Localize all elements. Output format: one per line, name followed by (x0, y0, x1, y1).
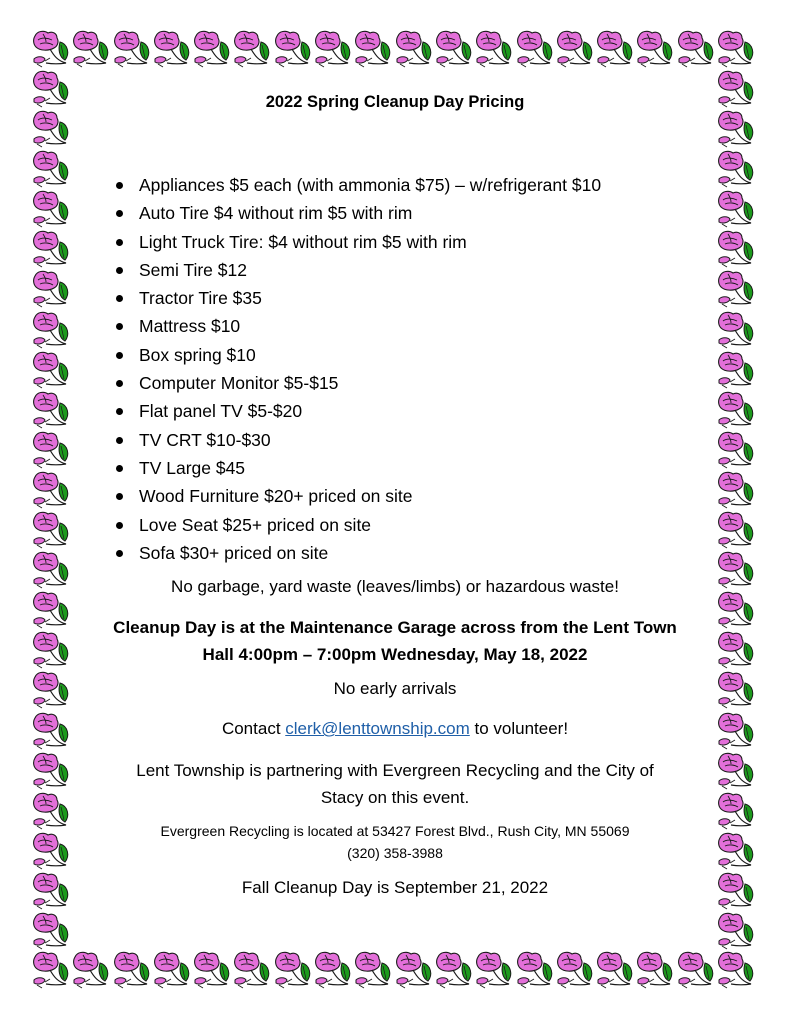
price-list-item-text: Appliances $5 each (with ammonia $75) – w/refrigerant $10 (139, 175, 602, 195)
price-list-item (116, 426, 601, 454)
rose-icon (516, 951, 556, 991)
rose-icon (233, 951, 273, 991)
bullet-icon (116, 380, 123, 387)
rose-icon (717, 832, 757, 872)
rose-icon (435, 30, 475, 70)
rose-icon (677, 951, 717, 991)
price-list-item-text: Sofa $30+ priced on site (139, 542, 329, 563)
rose-icon (475, 30, 515, 70)
rose-icon (596, 951, 636, 991)
rose-icon (32, 872, 72, 912)
price-list-item (116, 284, 601, 312)
rose-icon (677, 30, 717, 70)
rose-icon (32, 551, 72, 591)
rose-border-top (32, 30, 757, 70)
event-location-line: Cleanup Day is at the Maintenance Garage across from the Lent Town (113, 618, 677, 637)
rose-icon (32, 671, 72, 711)
rose-icon (314, 30, 354, 70)
evergreen-address: Evergreen Recycling is located at 53427 Forest Blvd., Rush City, MN 55069 (160, 823, 630, 839)
email-link[interactable]: clerk@lenttownship.com (285, 719, 470, 738)
partner-statement (80, 757, 710, 811)
rose-icon (32, 792, 72, 832)
rose-icon (32, 190, 72, 230)
price-list-item (116, 199, 601, 227)
price-list-item-text: Mattress $10 (139, 316, 241, 337)
rose-icon (32, 951, 72, 991)
rose-icon (636, 951, 676, 991)
price-list-item-text: Auto Tire $4 without rim $5 with rim (139, 203, 413, 224)
price-list-item-text: Tractor Tire $35 (139, 288, 262, 309)
bullet-icon (116, 437, 123, 444)
rose-icon (274, 30, 314, 70)
rose-icon (717, 270, 757, 310)
price-list-item (116, 454, 601, 482)
rose-border-right (717, 70, 757, 952)
event-details (80, 614, 710, 668)
partner-line-2: Stacy on this event. (320, 788, 470, 807)
rose-icon (395, 30, 435, 70)
page-title: 2022 Spring Cleanup Day Pricing (265, 93, 525, 111)
price-list-item (116, 539, 601, 567)
early-arrivals-notice: No early arrivals (333, 679, 457, 698)
price-list-item-text: Box spring $10 (139, 344, 256, 365)
price-list-item (116, 171, 601, 199)
price-list (116, 171, 601, 567)
evergreen-phone: (320) 358-3988 (347, 845, 443, 861)
rose-icon (32, 351, 72, 391)
bullet-icon (116, 267, 123, 274)
rose-icon (717, 511, 757, 551)
rose-icon (233, 30, 273, 70)
price-list-item (116, 256, 601, 284)
rose-icon (717, 190, 757, 230)
price-list-item-text: Flat panel TV $5-$20 (139, 401, 303, 422)
bullet-icon (116, 239, 123, 246)
price-list-item-text: Semi Tire $12 (139, 259, 247, 280)
rose-icon (153, 30, 193, 70)
rose-icon (717, 671, 757, 711)
price-list-item (116, 341, 601, 369)
price-list-item-text: Computer Monitor $5-$15 (139, 373, 339, 394)
price-list-item (116, 397, 601, 425)
rose-icon (113, 951, 153, 991)
rose-icon (32, 110, 72, 150)
rose-icon (717, 752, 757, 792)
price-list-item (116, 312, 601, 340)
rose-icon (72, 951, 112, 991)
rose-icon (556, 951, 596, 991)
rose-border-bottom (32, 951, 757, 991)
rose-icon (717, 591, 757, 631)
price-list-item (116, 482, 601, 510)
rose-icon (717, 951, 757, 991)
rose-icon (32, 431, 72, 471)
rose-icon (717, 70, 757, 110)
rose-icon (32, 631, 72, 671)
price-list-item-text: TV CRT $10-$30 (139, 429, 271, 450)
rose-icon (717, 551, 757, 591)
rose-icon (717, 471, 757, 511)
bullet-icon (116, 295, 123, 302)
rose-icon (32, 391, 72, 431)
rose-icon (516, 30, 556, 70)
event-time-line: Hall 4:00pm – 7:00pm Wednesday, May 18, 2022 (202, 645, 588, 664)
price-list-item (116, 369, 601, 397)
rose-icon (717, 30, 757, 70)
rose-icon (717, 110, 757, 150)
evergreen-info (80, 820, 710, 864)
rose-icon (153, 951, 193, 991)
bullet-icon (116, 352, 123, 359)
bullet-icon (116, 323, 123, 330)
partner-line-1: Lent Township is partnering with Evergreen Recycling and the City of (136, 761, 654, 780)
rose-icon (113, 30, 153, 70)
price-list-item (116, 511, 601, 539)
prohibited-items-notice: No garbage, yard waste (leaves/limbs) or hazardous waste! (171, 577, 619, 596)
rose-icon (475, 951, 515, 991)
rose-icon (717, 792, 757, 832)
rose-icon (717, 872, 757, 912)
bullet-icon (116, 550, 123, 557)
rose-icon (435, 951, 475, 991)
rose-icon (32, 70, 72, 110)
rose-icon (717, 391, 757, 431)
rose-icon (717, 631, 757, 671)
price-list-item-text: Light Truck Tire: $4 without rim $5 with rim (139, 231, 467, 252)
rose-icon (32, 311, 72, 351)
rose-icon (354, 951, 394, 991)
bullet-icon (116, 408, 123, 415)
rose-icon (717, 351, 757, 391)
rose-icon (636, 30, 676, 70)
price-list-item-text: Love Seat $25+ priced on site (139, 514, 372, 535)
rose-icon (72, 30, 112, 70)
rose-icon (32, 752, 72, 792)
contact-prefix: Contact (221, 719, 286, 738)
rose-icon (717, 431, 757, 471)
rose-icon (395, 951, 435, 991)
volunteer-contact (80, 719, 710, 739)
rose-icon (314, 951, 354, 991)
rose-border-left (32, 70, 72, 952)
rose-icon (717, 311, 757, 351)
rose-icon (32, 30, 72, 70)
rose-icon (32, 832, 72, 872)
fall-cleanup-date: Fall Cleanup Day is September 21, 2022 (241, 878, 549, 897)
bullet-icon (116, 493, 123, 500)
rose-icon (32, 591, 72, 631)
rose-icon (32, 471, 72, 511)
rose-icon (717, 150, 757, 190)
rose-icon (717, 912, 757, 952)
rose-icon (354, 30, 394, 70)
rose-icon (717, 230, 757, 270)
rose-icon (596, 30, 636, 70)
bullet-icon (116, 522, 123, 529)
rose-icon (193, 30, 233, 70)
rose-icon (32, 511, 72, 551)
rose-icon (193, 951, 233, 991)
rose-icon (556, 30, 596, 70)
rose-icon (32, 150, 72, 190)
price-list-item-text: Wood Furniture $20+ priced on site (139, 486, 413, 507)
bullet-icon (116, 465, 123, 472)
rose-icon (274, 951, 314, 991)
bullet-icon (116, 182, 123, 189)
rose-icon (32, 912, 72, 952)
rose-icon (32, 270, 72, 310)
rose-icon (32, 230, 72, 270)
contact-suffix: to volunteer! (469, 719, 569, 738)
price-list-item-text: TV Large $45 (139, 457, 246, 478)
rose-icon (32, 712, 72, 752)
bullet-icon (116, 210, 123, 217)
rose-icon (717, 712, 757, 752)
price-list-item (116, 228, 601, 256)
